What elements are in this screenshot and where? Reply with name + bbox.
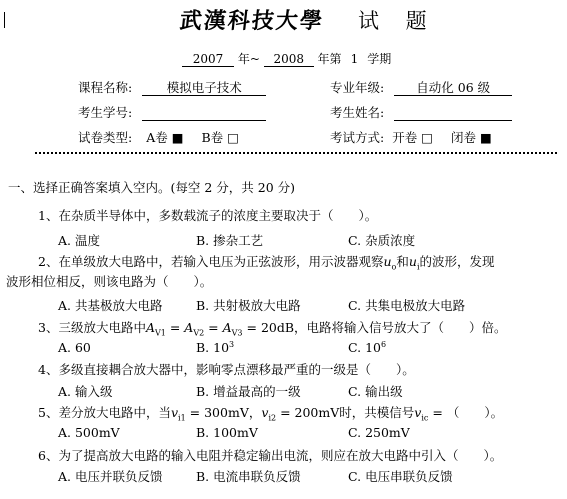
- q5-text-a: 5、差分放大电路中，当: [38, 405, 171, 420]
- year-end: 2008: [264, 52, 314, 67]
- q1-option-a: A. 温度: [58, 233, 100, 248]
- q3-gain: 20dB: [260, 320, 295, 335]
- q2-text-b: 和: [396, 254, 409, 269]
- semester-line: [182, 50, 391, 67]
- university-logo-text: 武漢科技大學: [178, 8, 326, 34]
- student-name-row: [330, 103, 512, 121]
- exam-mode-row: [330, 128, 492, 146]
- q5-text-b: 时，共模信号: [339, 405, 415, 420]
- question-2-line1: 2、在单级放大电路中，若输入电压为正弦波形，用示波器观察$u_o$和$u_i$的波形，发现: [38, 254, 495, 272]
- q2-text-a: 2、在单级放大电路中，若输入电压为正弦波形，用示波器观察: [38, 254, 384, 269]
- q3-option-c-exp: 6: [380, 340, 387, 349]
- question-6: 6、为了提高放大电路的输入电阻并稳定输出电流，则应在放大电路中引入（ ）。: [38, 448, 503, 463]
- student-id-field[interactable]: [142, 106, 266, 121]
- major-row: [330, 78, 512, 96]
- student-id-row: [78, 103, 266, 121]
- course-value: 模拟电子技术: [142, 81, 266, 96]
- dotted-divider: [35, 152, 557, 154]
- q5-vi1: 300mV: [204, 405, 249, 420]
- question-1: 1、在杂质半导体中，多数载流子的浓度主要取决于（ ）。: [38, 208, 378, 223]
- paper-type-b[interactable]: B卷 □: [201, 130, 239, 145]
- q5-option-c: C. 250mV: [348, 425, 410, 440]
- q3-text-b: ，电路将输入信号放大了（ ）倍。: [294, 320, 507, 335]
- question-4: 4、多级直接耦合放大器中，影响零点漂移最严重的一级是（ ）。: [38, 362, 415, 377]
- paper-type-label: 试卷类型:: [78, 130, 133, 145]
- section-heading: 一、选择正确答案填入空内。(每空 2 分，共 20 分): [8, 180, 296, 195]
- q5-text-c: （ ）。: [446, 405, 504, 420]
- question-5: 5、差分放大电路中，当$v_{i1} = 300mV$，$v_{i2} = 200mV$时，共模信号$v_{ic}$ = （ ）。: [38, 405, 504, 423]
- student-id-label: 考生学号:: [78, 105, 133, 120]
- q2-option-a: A. 共基极放大电路: [58, 298, 163, 313]
- q3-option-a: A. 60: [58, 340, 91, 355]
- q1-option-c: C. 杂质浓度: [348, 233, 416, 248]
- q4-option-a: A. 输入级: [58, 384, 113, 399]
- q5-option-b: B. 100mV: [196, 425, 258, 440]
- q3-text-a: 3、三级放大电路中: [38, 320, 146, 335]
- q4-option-c: C. 输出级: [348, 384, 403, 399]
- semester-suffix: 学期: [367, 52, 392, 66]
- course-label: 课程名称:: [78, 80, 133, 95]
- q2-option-b: B. 共射极放大电路: [196, 298, 301, 313]
- semester-number: 1: [350, 52, 359, 66]
- paper-type-a[interactable]: A卷 ■: [146, 130, 184, 145]
- student-name-field[interactable]: [394, 106, 512, 121]
- q4-option-b: B. 增益最高的一级: [196, 384, 301, 399]
- mode-open[interactable]: 开卷 □: [392, 130, 433, 145]
- paper-type-row: [78, 128, 239, 146]
- q2-text-c: 的波形，发现: [419, 254, 495, 269]
- course-row: [78, 78, 266, 96]
- q3-option-b-base: B. 10: [196, 340, 230, 356]
- q1-option-b: B. 掺杂工艺: [196, 233, 264, 248]
- q3-option-b: [196, 340, 234, 355]
- mode-closed[interactable]: 闭卷 ■: [450, 130, 492, 145]
- year-start: 2007: [182, 52, 234, 67]
- year-sep: 年~: [237, 52, 260, 66]
- exam-mode-label: 考试方式:: [330, 130, 385, 145]
- question-3: 3、三级放大电路中$A_{V1} = A_{V2} = A_{V3} = 20dB$，电路将输入信号放大了（ ）倍。: [38, 320, 507, 338]
- q5-vi2: 200mV: [294, 405, 340, 420]
- q3-option-c-base: C. 10: [348, 340, 381, 356]
- text-cursor: [4, 12, 5, 28]
- q6-option-a: A. 电压并联负反馈: [58, 469, 163, 484]
- q6-option-c: C. 电压串联负反馈: [348, 469, 453, 484]
- q3-option-c: [348, 340, 386, 355]
- year-suffix: 年第: [317, 52, 342, 66]
- student-name-label: 考生姓名:: [330, 105, 385, 120]
- major-label: 专业年级:: [330, 80, 385, 95]
- q5-option-a: A. 500mV: [58, 425, 120, 440]
- q6-option-b: B. 电流串联负反馈: [196, 469, 301, 484]
- exam-title: 试 题: [358, 9, 437, 33]
- question-2-line2: 波形相位相反，则该电路为（ ）。: [6, 274, 213, 289]
- q2-option-c: C. 共集电极放大电路: [348, 298, 466, 313]
- major-value: 自动化 06 级: [394, 81, 512, 96]
- q3-option-b-exp: 3: [229, 340, 235, 349]
